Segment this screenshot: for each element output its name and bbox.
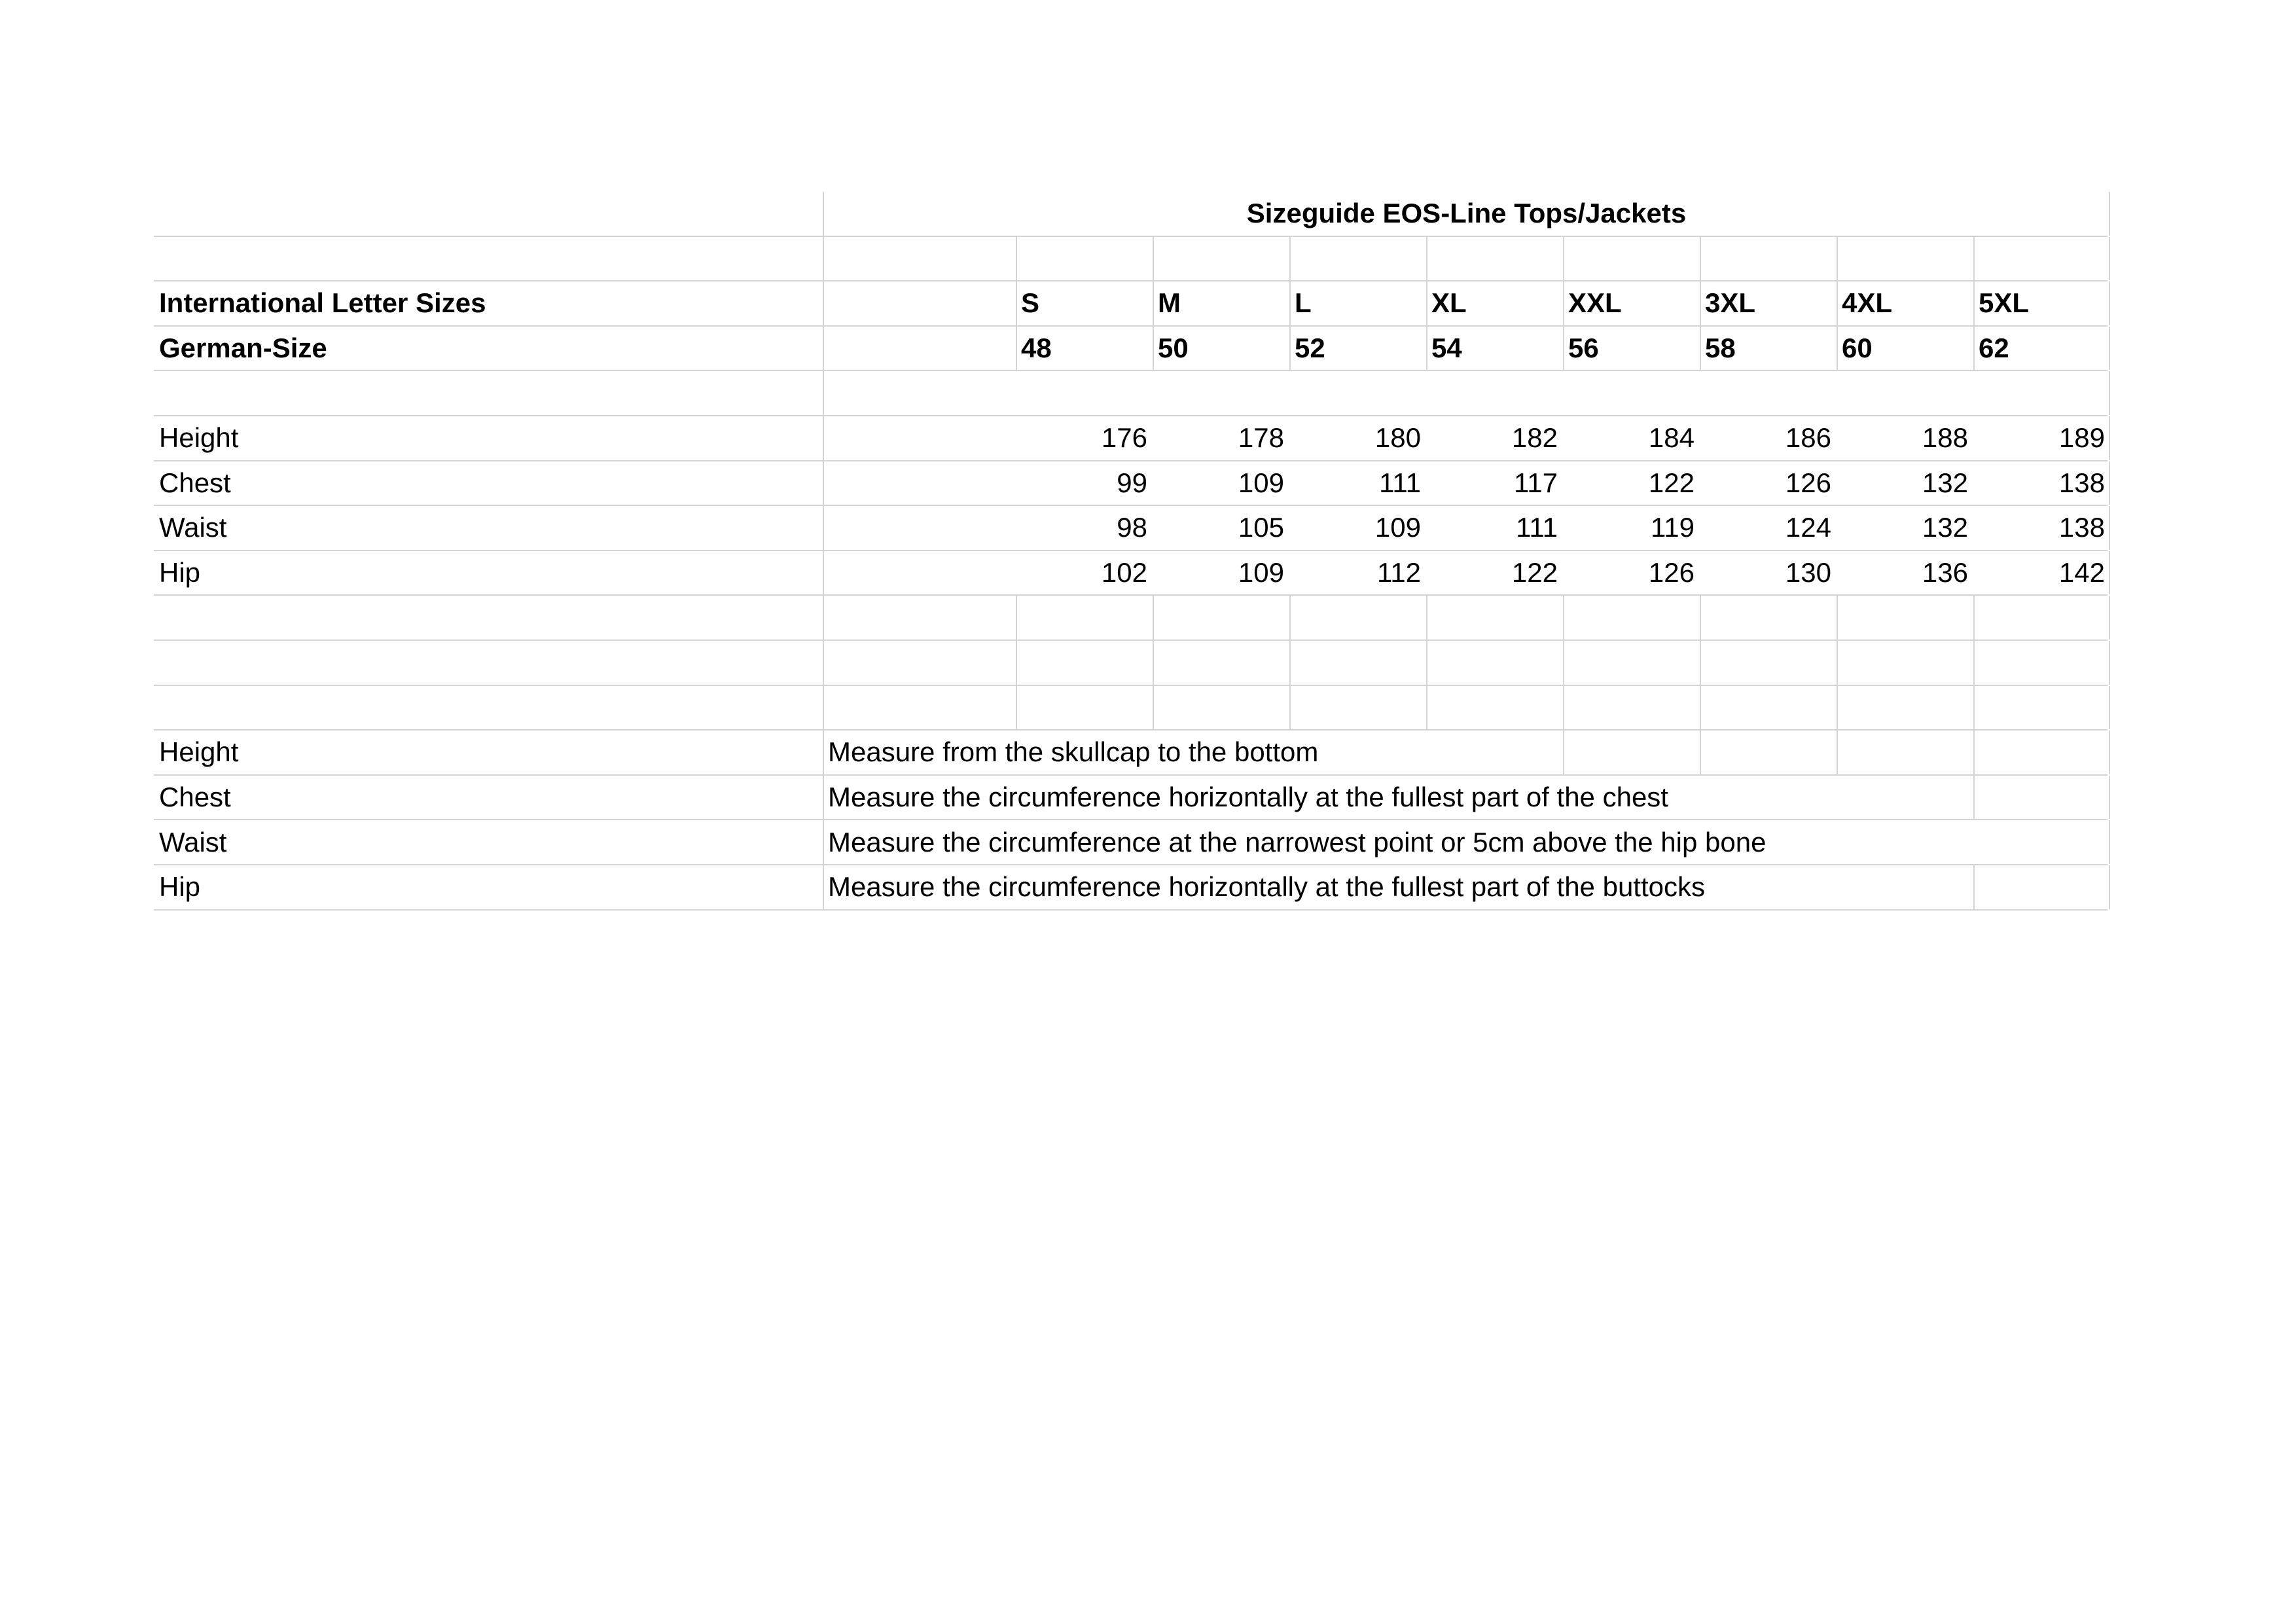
measurement-value: 186 (1785, 422, 1831, 454)
measurement-value: 126 (1648, 557, 1695, 588)
measurement-value: 126 (1785, 467, 1831, 498)
spacer-row (154, 641, 2108, 686)
title-row (154, 192, 2108, 237)
measurement-value: 111 (1516, 512, 1558, 543)
spacer-row (154, 596, 2108, 641)
letter-size-cell: 5XL (1979, 287, 2030, 319)
measurement-value: 182 (1511, 422, 1558, 454)
measurement-row-height (154, 416, 2108, 461)
measurement-value: 111 (1379, 467, 1421, 498)
measurement-label: Height (159, 422, 239, 454)
measurement-value: 132 (1922, 467, 1968, 498)
letter-size-cell: M (1158, 287, 1181, 319)
measurement-label: Chest (159, 467, 231, 498)
measurement-value: 176 (1101, 422, 1147, 454)
measurement-value: 132 (1922, 512, 1968, 543)
german-sizes-label: German-Size (159, 333, 327, 364)
measurement-value: 130 (1785, 557, 1831, 588)
german-size-cell: 58 (1705, 333, 1736, 364)
measurement-value: 119 (1651, 512, 1695, 543)
measurement-label: Hip (159, 557, 201, 588)
measurement-value: 99 (1117, 467, 1147, 498)
letter-size-cell: S (1021, 287, 1040, 319)
measurement-value: 117 (1514, 467, 1558, 498)
measurement-value: 112 (1377, 557, 1421, 588)
letter-size-cell: L (1295, 287, 1312, 319)
spacer-row (154, 371, 2108, 416)
measurement-value: 105 (1238, 512, 1284, 543)
measurement-value: 122 (1511, 557, 1558, 588)
instruction-row-chest (154, 776, 2108, 821)
letter-size-cell: XXL (1568, 287, 1622, 319)
instruction-text: Measure the circumference horizontally at the fullest part of the chest (828, 782, 1668, 813)
instruction-row-height (154, 731, 2108, 776)
measurement-label: Waist (159, 512, 227, 543)
german-size-cell: 52 (1295, 333, 1325, 364)
letter-size-cell: 3XL (1705, 287, 1756, 319)
measurement-row-hip (154, 551, 2108, 596)
measurement-value: 184 (1648, 422, 1695, 454)
measurement-row-chest (154, 461, 2108, 507)
measurement-value: 109 (1374, 512, 1421, 543)
measurement-value: 122 (1648, 467, 1695, 498)
spacer-row (154, 686, 2108, 731)
instruction-label: Height (159, 736, 239, 768)
measurement-value: 180 (1374, 422, 1421, 454)
german-size-cell: 48 (1021, 333, 1052, 364)
measurement-value: 109 (1238, 467, 1284, 498)
spacer-row (154, 237, 2108, 282)
instruction-label: Hip (159, 871, 201, 903)
instruction-text: Measure from the skullcap to the bottom (828, 736, 1319, 768)
letter-sizes-row (154, 281, 2108, 327)
measurement-value: 98 (1117, 512, 1147, 543)
instruction-text: Measure the circumference horizontally at the fullest part of the buttocks (828, 871, 1706, 903)
german-size-cell: 50 (1158, 333, 1189, 364)
german-size-cell: 56 (1568, 333, 1599, 364)
measurement-value: 188 (1922, 422, 1968, 454)
letter-size-cell: XL (1431, 287, 1467, 319)
german-size-cell: 60 (1842, 333, 1873, 364)
measurement-row-waist (154, 506, 2108, 551)
german-sizes-row (154, 327, 2108, 372)
measurement-value: 189 (2058, 422, 2105, 454)
measurement-value: 178 (1238, 422, 1284, 454)
measurement-value: 138 (2058, 512, 2105, 543)
size-guide-table (154, 192, 2108, 911)
instruction-label: Chest (159, 782, 231, 813)
german-size-cell: 54 (1431, 333, 1462, 364)
measurement-value: 124 (1785, 512, 1831, 543)
instruction-text: Measure the circumference at the narrowest point or 5cm above the hip bone (828, 826, 1767, 857)
measurement-value: 138 (2058, 467, 2105, 498)
measurement-value: 136 (1922, 557, 1968, 588)
letter-size-cell: 4XL (1842, 287, 1893, 319)
letter-sizes-label: International Letter Sizes (159, 287, 486, 319)
instruction-label: Waist (159, 826, 227, 857)
german-size-cell: 62 (1979, 333, 2009, 364)
measurement-value: 102 (1101, 557, 1147, 588)
instruction-row-waist (154, 820, 2108, 865)
instruction-row-hip (154, 865, 2108, 911)
table-title: Sizeguide EOS-Line Tops/Jackets (1246, 198, 1687, 229)
measurement-value: 109 (1238, 557, 1284, 588)
measurement-value: 142 (2058, 557, 2105, 588)
